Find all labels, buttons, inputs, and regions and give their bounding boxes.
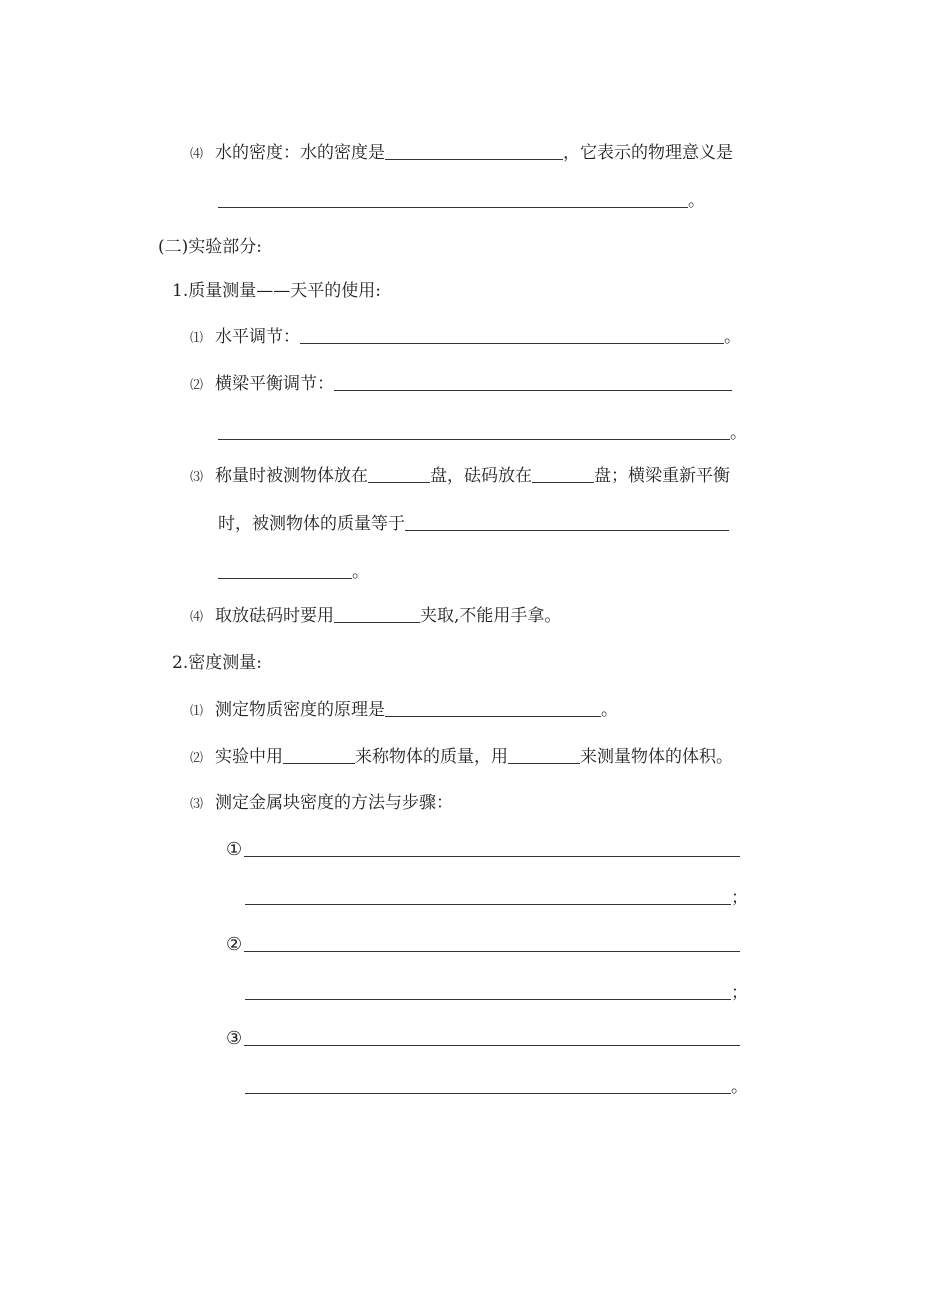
item-text: 横梁平衡调节： [215,374,335,394]
item-end: ； [731,983,748,1003]
fill-blank[interactable] [508,743,580,764]
mass-item-4 [190,600,561,630]
item-end: 。 [724,327,742,347]
item-number: ⑵ [190,378,204,393]
item-end: 。 [730,423,747,443]
fill-blank[interactable] [218,187,688,208]
step-marker: ③ [226,1028,243,1049]
item-text: 测定金属块密度的方法与步骤： [215,793,454,813]
step-1-cont [245,882,748,912]
fill-blank[interactable] [245,1073,731,1094]
item-number: ⑶ [190,470,204,485]
step-2-cont [245,977,748,1007]
item-number: ⑶ [190,797,204,812]
fill-blank[interactable] [283,743,355,764]
step-marker: ① [226,839,243,860]
density-item-2 [190,741,733,771]
section-title-text: (二)实验部分: [158,237,262,257]
item-end: 。 [601,700,619,720]
item-text: 称量时被测物体放在 [215,466,369,486]
fill-blank[interactable] [244,836,740,857]
mass-title [172,276,381,306]
fill-blank[interactable] [385,139,563,160]
fill-blank[interactable] [532,462,594,483]
item-number: ⑷ [190,610,204,625]
item-end: ； [731,888,748,908]
item-text: 取放砝码时要用 [215,606,335,626]
item-number: ⑴ [190,704,204,719]
item-text: 水平调节： [215,327,301,347]
step-marker: ② [226,934,243,955]
fill-blank[interactable] [334,602,420,623]
item-end: 。 [688,191,705,211]
fill-blank[interactable] [245,979,731,1000]
fill-blank[interactable] [300,323,724,344]
item-text: ，它表示的物理意义是 [563,143,734,163]
subsection-title-text: 1.质量测量——天平的使用: [172,281,381,301]
fill-blank[interactable] [218,558,352,579]
section-title [158,232,262,262]
fill-blank[interactable] [244,1025,740,1046]
item-number: ⑴ [190,331,204,346]
item-text: 夹取,不能用手拿。 [420,606,562,626]
item-text: 实验中用 [215,747,284,767]
fill-blank[interactable] [405,510,729,531]
item-number: ⑷ [190,147,204,162]
item-end: 。 [352,562,369,582]
mass-item-3-cont [218,508,729,538]
item-text: 盘，砝码放在 [430,466,533,486]
density-item-1 [190,694,618,724]
item-text: 盘；横梁重新平衡 [594,466,731,486]
item-text: 时，被测物体的质量等于 [218,514,405,534]
mass-item-1 [190,321,741,351]
mass-item-3-cont2 [218,556,369,586]
item-text: 来测量物体的体积。 [580,747,734,767]
item-number: ⑵ [190,751,204,766]
fill-blank[interactable] [368,462,430,483]
subsection-title-text: 2.密度测量: [172,653,262,673]
fill-blank[interactable] [244,931,740,952]
density-item-3 [190,788,453,818]
item-end: 。 [731,1077,748,1097]
step-3-cont [245,1071,748,1101]
mass-item-2-cont [218,417,747,447]
step-3-line [226,1023,740,1053]
water-meaning-line [218,185,705,215]
fill-blank[interactable] [218,419,730,440]
fill-blank[interactable] [334,370,732,391]
mass-item-3 [190,460,730,490]
fill-blank[interactable] [385,696,601,717]
step-1-line [226,834,740,864]
fill-blank[interactable] [245,884,731,905]
mass-item-2 [190,368,732,398]
item-text: 水的密度：水的密度是 [215,143,386,163]
step-2-line [226,929,740,959]
item-text: 来称物体的质量，用 [355,747,509,767]
water-density-line [190,137,733,167]
density-title [172,648,262,678]
item-text: 测定物质密度的原理是 [215,700,386,720]
